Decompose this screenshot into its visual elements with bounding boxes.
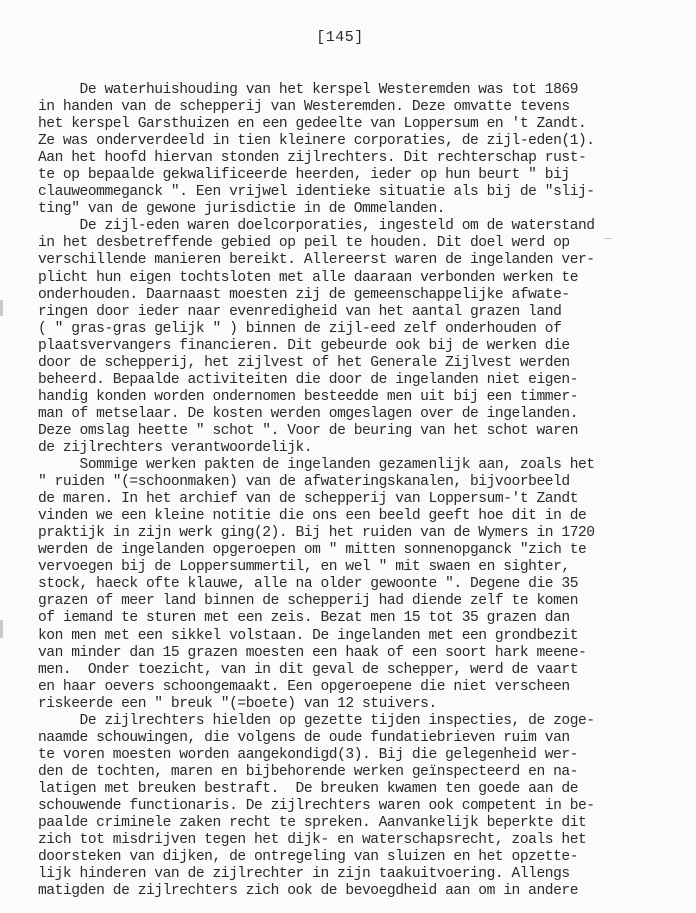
text-line: het kerspel Garsthuizen en een gedeelte van Loppersum en 't Zandt.: [38, 116, 587, 133]
text-line: stock, haeck ofte klauwe, alle na older gewoonte ". Degene die 35: [38, 576, 578, 593]
text-line: De zijl-eden waren doelcorporaties, ingesteld om de waterstand: [38, 218, 595, 235]
page-number: [145]: [316, 29, 364, 46]
text-line: plicht hun eigen tochtsloten met alle daaraan verbonden werken te: [38, 269, 578, 286]
text-line: van minder dan 15 grazen moesten een haak of een soort hark meene-: [38, 644, 587, 661]
text-line: Sommige werken pakten de ingelanden gezamenlijk aan, zoals het: [38, 457, 595, 474]
text-line: in handen van de schepperij van Westeremden. Deze omvatte tevens: [38, 99, 570, 116]
text-line: " ruiden "(=schoonmaken) van de afwateringskanalen, bijvoorbeeld: [38, 474, 570, 491]
text-line: matigden de zijlrechters zich ook de bevoegdheid aan om in andere: [38, 883, 578, 900]
text-line: ( " gras-gras gelijk " ) binnen de zijl-eed zelf onderhouden of: [38, 320, 562, 337]
text-line: vinden we een kleine notitie die ons een beeld geeft hoe dit in de: [38, 508, 587, 525]
text-line: paalde criminele zaken recht te spreken. Aanvankelijk beperkte dit: [38, 815, 587, 832]
text-line: te voren moesten worden aangekondigd(3). Bij die gelegenheid wer-: [38, 746, 578, 763]
scan-artifact: [604, 238, 612, 239]
text-line: te op bepaalde gekwalificeerde heerden, ieder op hun beurt " bij: [38, 167, 570, 184]
scan-artifact: [0, 300, 3, 316]
text-line: in het desbetreffende gebied op peil te houden. Dit doel werd op: [38, 235, 570, 252]
text-line: verschillende manieren bereikt. Allereerst waren de ingelanden ver-: [38, 252, 595, 269]
text-line: werden de ingelanden opgeroepen om " mitten sonnenopganck "zich te: [38, 542, 587, 559]
text-line: naamde schouwingen, die volgens de oude fundatiebrieven ruim van: [38, 729, 570, 746]
text-line: kon men met een sikkel volstaan. De ingelanden met een grondbezit: [38, 627, 578, 644]
text-line: riskeerde een " breuk "(=boete) van 12 stuivers.: [38, 695, 437, 712]
scan-artifact: [0, 620, 3, 638]
text-line: clauweommeganck ". Een vrijwel identieke situatie als bij de "slij-: [38, 184, 595, 201]
text-line: schouwende functionaris. De zijlrechters waren ook competent in be-: [38, 797, 595, 814]
text-line: De waterhuishouding van het kerspel Westeremden was tot 1869: [38, 82, 578, 98]
text-line: Ze was onderverdeeld in tien kleinere corporaties, de zijl-eden(1).: [38, 133, 595, 150]
text-line: beheerd. Bepaalde activiteiten die door de ingelanden niet eigen-: [38, 371, 578, 388]
text-line: latigen met breuken bestraft. De breuken kwamen ten goede aan de: [38, 780, 578, 797]
text-line: lijk hinderen van de zijlrechter in zijn taakuitvoering. Allengs: [38, 866, 570, 883]
text-line: De zijlrechters hielden op gezette tijden inspecties, de zoge-: [38, 712, 595, 729]
text-line: ting" van de gewone jurisdictie in de Ommelanden.: [38, 201, 446, 218]
text-line: door de schepperij, het zijlvest of het Generale Zijlvest werden: [38, 354, 570, 371]
text-line: den de tochten, maren en bijbehorende werken geïnspecteerd en na-: [38, 763, 578, 780]
text-line: Aan het hoofd hiervan stonden zijlrechters. Dit rechterschap rust-: [38, 150, 587, 167]
text-line: de zijlrechters verantwoordelijk.: [38, 439, 313, 456]
text-line: of iemand te sturen met een zeis. Bezat men 15 tot 35 grazen dan: [38, 610, 570, 627]
text-line: zich tot misdrijven tegen het dijk- en waterschapsrecht, zoals het: [38, 832, 587, 849]
text-line: man of metselaar. De kosten werden omgeslagen over de ingelanden.: [38, 405, 578, 422]
text-line: en haar oevers schoongemaakt. Een opgeroepene die niet verscheen: [38, 678, 570, 695]
text-line: vervoegen bij de Loppersummertil, en wel " mit swaen en sighter,: [38, 559, 570, 576]
body-text: [38, 82, 658, 900]
text-line: ringen door ieder naar evenredigheid van het aantal grazen land: [38, 303, 562, 320]
text-line: men. Onder toezicht, van in dit geval de schepper, werd de vaart: [38, 661, 578, 678]
text-line: Deze omslag heette " schot ". Voor de beuring van het schot waren: [38, 422, 578, 439]
text-line: handig konden worden ondernomen besteedde men uit bij een timmer-: [38, 388, 578, 405]
text-line: praktijk in zijn werk ging(2). Bij het ruiden van de Wymers in 1720: [38, 525, 595, 542]
text-line: grazen of meer land binnen de schepperij had diende zelf te komen: [38, 593, 578, 610]
text-line: doorsteken van dijken, de ontregeling van sluizen en het opzette-: [38, 849, 578, 866]
text-line: onderhouden. Daarnaast moesten zij de gemeenschappelijke afwate-: [38, 286, 570, 303]
text-line: plaatsvervangers financieren. Dit gebeurde ook bij de werken die: [38, 337, 570, 354]
text-line: de maren. In het archief van de schepperij van Loppersum-'t Zandt: [38, 491, 578, 508]
